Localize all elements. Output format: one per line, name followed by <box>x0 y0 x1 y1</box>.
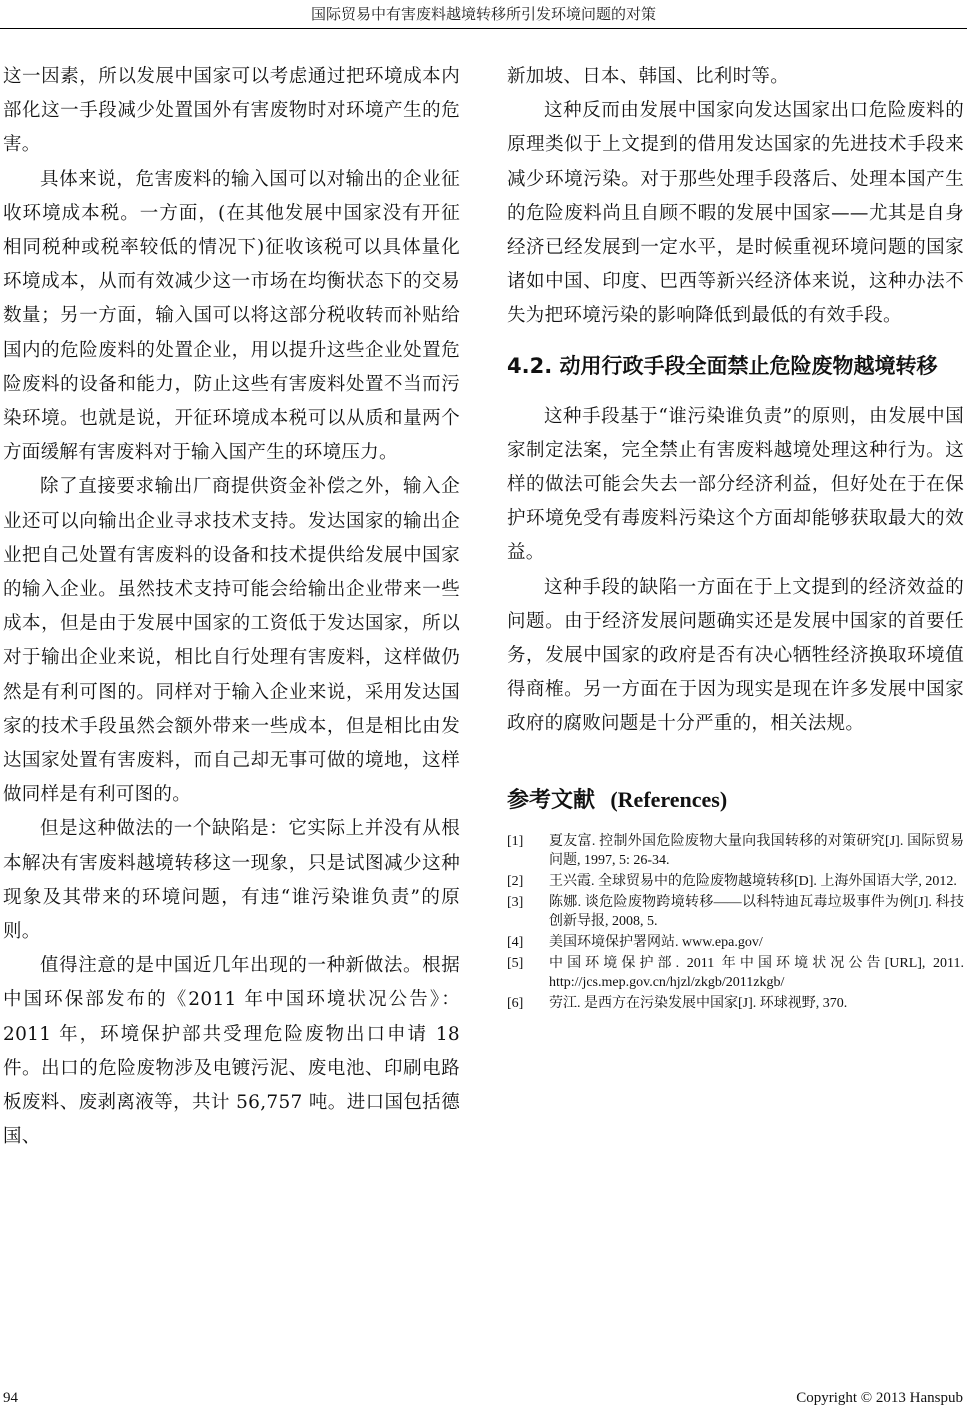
reference-item <box>507 994 964 1013</box>
copyright-notice: Copyright © 2013 Hanspub <box>796 1390 963 1406</box>
body-paragraph: 这种反而由发展中国家向发达国家出口危险废料的原理类似于上文提到的借用发达国家的先进技术手段来减少环境污染。对于那些处理手段落后、处理本国产生的危险废料尚且自顾不暇的发展中国家——尤其是自身经济已经发展到一定水平，是时候重视环境问题的国家诸如中国、印度、巴西等新兴经济体来说，这种办法不失为把环境污染的影响降低到最低的有效手段。 <box>507 100 964 327</box>
reference-text: 王兴霞. 全球贸易中的危险废物越境转移[D]. 上海外国语大学, 2012. <box>549 873 957 889</box>
reference-number: [5] <box>507 955 524 971</box>
reference-text: 中国环境保护部. 2011 年中国环境状况公告[URL], 2011. http://jcs.mep.gov.cn/hjzl/zkgb/2011zkgb/ <box>549 955 964 990</box>
reference-item <box>507 933 964 952</box>
reference-item <box>507 832 964 870</box>
reference-item <box>507 893 964 931</box>
body-paragraph: 值得注意的是中国近几年出现的一种新做法。根据中国环保部发布的《2011 年中国环境状况公告》：2011 年，环境保护部共受理危险废物出口申请 18 件。出口的危险废物涉及电镀污泥、废电池、印刷电路板废料、废剥离液等，共计 56,757 吨。进口国包括德国、 <box>3 955 460 1148</box>
reference-list <box>507 832 964 1013</box>
reference-text: 美国环境保护署网站. www.epa.gov/ <box>549 934 763 950</box>
body-paragraph: 新加坡、日本、韩国、比利时等。 <box>507 66 790 87</box>
reference-number: [4] <box>507 934 524 950</box>
body-paragraph: 这种手段基于“谁污染谁负责”的原则，由发展中国家制定法案，完全禁止有害废料越境处理这种行为。这样的做法可能会失去一部分经济利益，但好处在于在保护环境免受有毒废料污染这个方面却能够获取最大的效益。 <box>507 405 964 564</box>
reference-item <box>507 954 964 992</box>
reference-number: [1] <box>507 833 524 849</box>
references-heading-cn: 参考文献 <box>507 786 596 813</box>
reference-number: [2] <box>507 873 524 889</box>
body-paragraph: 具体来说，危害废料的输入国可以对输出的企业征收环境成本税。一方面，(在其他发展中国家没有开征相同税种或税率较低的情况下)征收该税可以具体量化环境成本，从而有效减少这一市场在均衡状态下的交易数量；另一方面，输入国可以将这部分税收转而补贴给国内的危险废料的处置企业，用以提升这些企业处置危险废料的设备和能力，防止这些有害废料处置不当而污染环境。也就是说，开征环境成本税可以从质和量两个方面缓解有害废料对于输入国产生的环境压力。 <box>3 168 460 464</box>
body-paragraph: 这一因素，所以发展中国家可以考虑通过把环境成本内部化这一手段减少处置国外有害废物时对环境产生的危害。 <box>3 66 460 156</box>
references-heading <box>507 782 964 818</box>
right-column <box>507 60 964 1015</box>
left-column <box>3 60 460 1155</box>
section-heading: 4.2. 动用行政手段全面禁止危险废物越境转移 <box>507 353 938 378</box>
reference-text: 夏友富. 控制外国危险废物大量向我国转移的对策研究[J]. 国际贸易问题, 1997, 5: 26-34. <box>549 833 964 868</box>
page-number: 94 <box>3 1390 18 1406</box>
reference-text: 劳江. 是西方在污染发展中国家[J]. 环球视野, 370. <box>549 995 848 1011</box>
reference-item <box>507 872 964 891</box>
body-paragraph: 除了直接要求输出厂商提供资金补偿之外，输入企业还可以向输出企业寻求技术支持。发达国家的输出企业把自己处置有害废料的设备和技术提供给发展中国家的输入企业。虽然技术支持可能会给输出企业带来一些成本，但是由于发展中国家的工资低于发达国家，所以对于输出企业来说，相比自行处理有害废料，这样做仍然是有利可图的。同样对于输入企业来说，采用发达国家的技术手段虽然会额外带来一些成本，但是相比由发达国家处置有害废料，而自己却无事可做的境地，这样做同样是有利可图的。 <box>3 476 460 806</box>
reference-number: [3] <box>507 894 524 910</box>
references-heading-en: (References) <box>610 786 728 812</box>
body-paragraph: 这种手段的缺陷一方面在于上文提到的经济效益的问题。由于经济发展问题确实还是发展中国家的首要任务，发展中国家的政府是否有决心牺牲经济换取环境值得商榷。另一方面在于因为现实是现在许多发展中国家政府的腐败问题是十分严重的，相关法规。 <box>507 576 964 735</box>
reference-number: [6] <box>507 995 524 1011</box>
reference-text: 陈娜. 谈危险废物跨境转移——以科特迪瓦毒垃圾事件为例[J]. 科技创新导报, 2008, 5. <box>549 894 964 929</box>
body-paragraph: 但是这种做法的一个缺陷是：它实际上并没有从根本解决有害废料越境转移这一现象，只是试图减少这种现象及其带来的环境问题，有违“谁污染谁负责”的原则。 <box>3 818 460 943</box>
running-header: 国际贸易中有害废料越境转移所引发环境问题的对策 <box>310 5 656 23</box>
header-rule <box>0 28 967 29</box>
